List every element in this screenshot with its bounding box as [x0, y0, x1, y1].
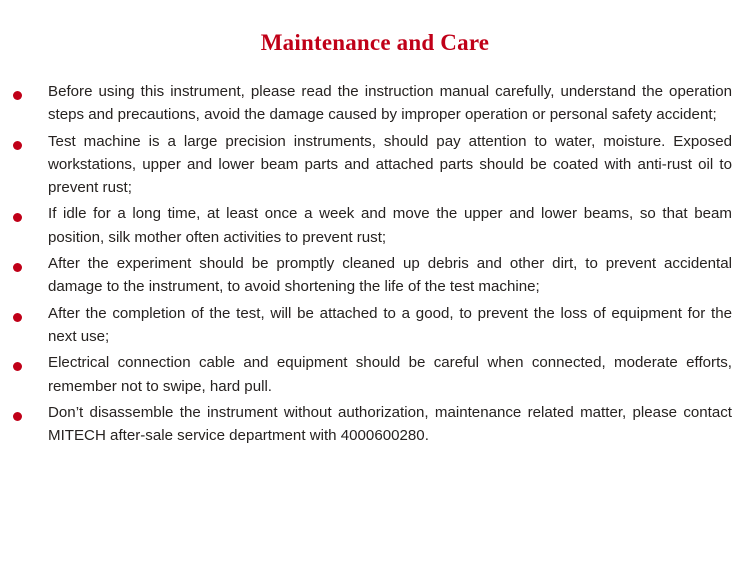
list-item-text: Don’t disassemble the instrument without authorization, maintenance related matter, please contact MITECH after-sale service department with 4000600280.: [48, 403, 732, 445]
list-item-text: After the completion of the test, will be attached to a good, to prevent the loss of equipment for the next use;: [48, 304, 732, 345]
list-item: [0, 351, 750, 398]
list-item: [0, 302, 750, 349]
list-item: [0, 252, 750, 299]
page-title: Maintenance and Care: [260, 30, 490, 55]
bullet-icon: [13, 412, 22, 421]
bullet-icon: [13, 141, 22, 150]
bullet-icon: [13, 313, 22, 322]
bullet-icon: [13, 263, 22, 272]
list-item-text: After the experiment should be promptly cleaned up debris and other dirt, to prevent accidental damage to the instrument, to avoid shortening the life of the test machine;: [48, 255, 732, 296]
bullet-icon: [13, 213, 22, 222]
list-item-text: Before using this instrument, please read the instruction manual carefully, understand the operation steps and precautions, avoid the damage caused by improper operation or personal safety accident;: [48, 83, 732, 124]
bullet-icon: [13, 362, 22, 371]
list-item: [0, 130, 750, 200]
list-item: [0, 401, 750, 448]
list-item-text: If idle for a long time, at least once a week and move the upper and lower beams, so that beam position, silk mother often activities to prevent rust;: [48, 205, 732, 246]
maintenance-list: [0, 80, 750, 450]
list-item: [0, 202, 750, 249]
list-item-text: Test machine is a large precision instruments, should pay attention to water, moisture. Exposed workstations, upper and lower beam parts and attached parts should be coated with anti-rust oil to prevent rust;: [48, 132, 732, 197]
bullet-icon: [13, 91, 22, 100]
list-item: [0, 80, 750, 127]
list-item-text: Electrical connection cable and equipment should be careful when connected, moderate efforts, remember not to swipe, hard pull.: [48, 354, 732, 395]
